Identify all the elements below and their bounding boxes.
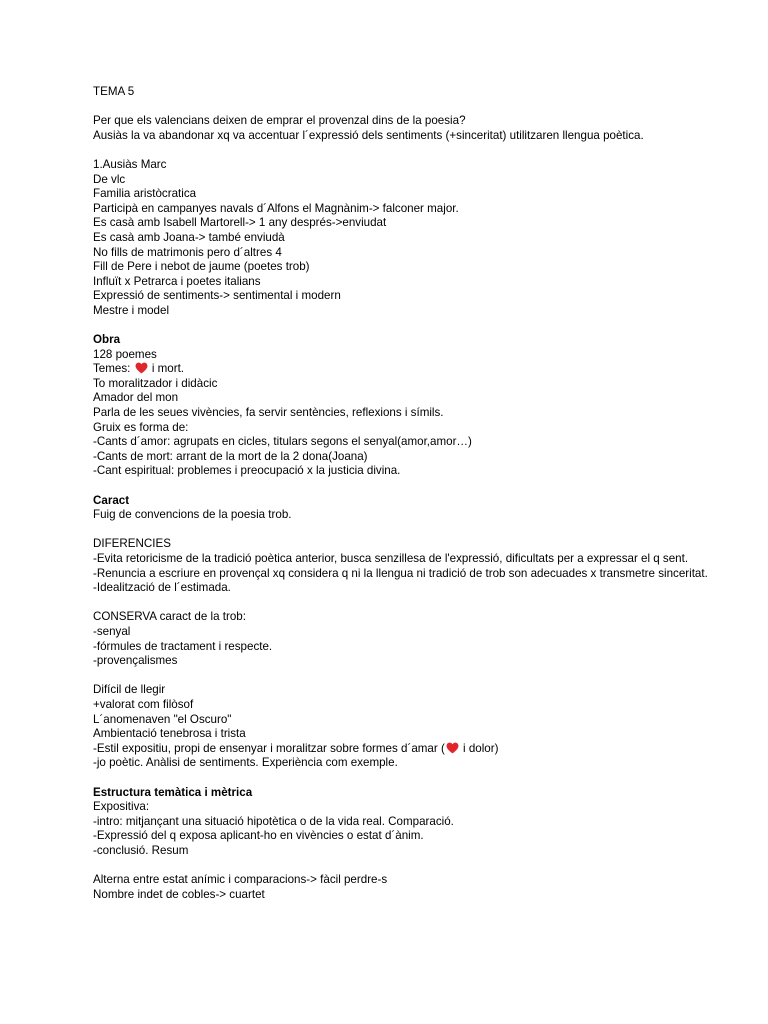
spacer: [93, 100, 733, 115]
temes-prefix: Temes:: [93, 362, 134, 376]
bio-line: Mestre i model: [93, 303, 170, 317]
bio-line: Es casà amb Isabell Martorell-> 1 any després->enviudat: [93, 216, 387, 230]
obra-line: -Cants d´amor: agrupats en cicles, titulars segons el senyal(amor,amor…): [93, 435, 472, 449]
spacer: [93, 143, 733, 158]
intro-answer: Ausiàs la va abandonar xq va accentuar l´expressió dels sentiments (+sinceritat) utilitzaren llengua poètica.: [93, 128, 644, 142]
temes-suffix: i mort.: [148, 362, 185, 376]
obra-heading: Obra: [93, 333, 121, 347]
diferencies-line: -Idealització de l´estimada.: [93, 581, 231, 595]
estil-line: +valorat com filòsof: [93, 697, 194, 711]
obra-poems: 128 poemes: [93, 347, 157, 361]
bio-line: Expressió de sentiments-> sentimental i modern: [93, 289, 341, 303]
estil-line: L´anomenaven "el Oscuro": [93, 712, 232, 726]
estructura-line: -intro: mitjançant una situació hipotètica o de la vida real. Comparació.: [93, 814, 454, 828]
conserva-heading: CONSERVA caract de la trob:: [93, 610, 246, 624]
estil-expositiu: [93, 742, 733, 757]
diferencies-heading: DIFERENCIES: [93, 537, 171, 551]
bio-line: Es casà amb Joana-> també enviudà: [93, 230, 285, 244]
final-line: Alterna entre estat anímic i comparacions-> fàcil perdre-s: [93, 873, 388, 887]
bio-line: Participà en campanyes navals d´Alfons el Magnànim-> falconer major.: [93, 201, 459, 215]
spacer: [93, 319, 733, 334]
intro-question: Per que els valencians deixen de emprar el provenzal dins de la poesia?: [93, 114, 466, 128]
bio-line: 1.Ausiàs Marc: [93, 157, 167, 171]
obra-line: Amador del mon: [93, 391, 179, 405]
heart-icon: [135, 362, 148, 374]
bio-line: Fill de Pere i nebot de jaume (poetes trob): [93, 260, 310, 274]
expositiu-prefix: -Estil expositiu, propi de ensenyar i moralitzar sobre formes d´amar (: [93, 741, 445, 755]
spacer: [93, 669, 733, 684]
spacer: [93, 858, 733, 873]
estil-poetic: -jo poètic. Anàlisi de sentiments. Experiència com exemple.: [93, 756, 398, 770]
document-page: [93, 85, 733, 902]
expositiu-suffix: i dolor): [459, 741, 499, 755]
bio-line: Influït x Petrarca i poetes italians: [93, 274, 261, 288]
estructura-heading: Estructura temàtica i mètrica: [93, 785, 253, 799]
obra-temes: [93, 362, 733, 377]
diferencies-line: -Renuncia a escriure en provençal xq considera q ni la llengua ni tradició de trob son adecuades x transmetre sinceritat.: [93, 566, 708, 580]
final-line: Nombre indet de cobles-> cuartet: [93, 887, 265, 901]
conserva-line: -fórmules de tractament i respecte.: [93, 639, 273, 653]
bio-line: Familia aristòcratica: [93, 187, 197, 201]
bio-line: No fills de matrimonis pero d´altres 4: [93, 245, 282, 259]
document-title: TEMA 5: [93, 85, 135, 98]
estructura-line: -Expressió del q exposa aplicant-ho en vivències o estat d´ànim.: [93, 829, 424, 843]
spacer: [93, 479, 733, 494]
estructura-line: -conclusió. Resum: [93, 843, 189, 857]
obra-line: Gruix es forma de:: [93, 420, 189, 434]
obra-line: -Cants de mort: arrant de la mort de la 2 dona(Joana): [93, 449, 368, 463]
bio-line: De vlc: [93, 172, 126, 186]
spacer: [93, 596, 733, 611]
conserva-line: -senyal: [93, 624, 131, 638]
estructura-line: Expositiva:: [93, 800, 150, 814]
caract-text: Fuig de convencions de la poesia trob.: [93, 508, 292, 522]
obra-line: To moralitzador i didàcic: [93, 376, 218, 390]
caract-heading: Caract: [93, 493, 130, 507]
diferencies-line: -Evita retoricisme de la tradició poètica anterior, busca senzillesa de l'expressió, dificultats per a expressar el q sent.: [93, 552, 689, 565]
estil-line: Difícil de llegir: [93, 683, 166, 697]
estil-line: Ambientació tenebrosa i trista: [93, 727, 246, 741]
conserva-line: -provençalismes: [93, 654, 178, 668]
spacer: [93, 771, 733, 786]
obra-line: Parla de les seues vivències, fa servir sentències, reflexions i símils.: [93, 406, 444, 420]
heart-icon: [446, 742, 459, 754]
spacer: [93, 523, 733, 538]
obra-line: -Cant espiritual: problemes i preocupació x la justicia divina.: [93, 464, 401, 478]
